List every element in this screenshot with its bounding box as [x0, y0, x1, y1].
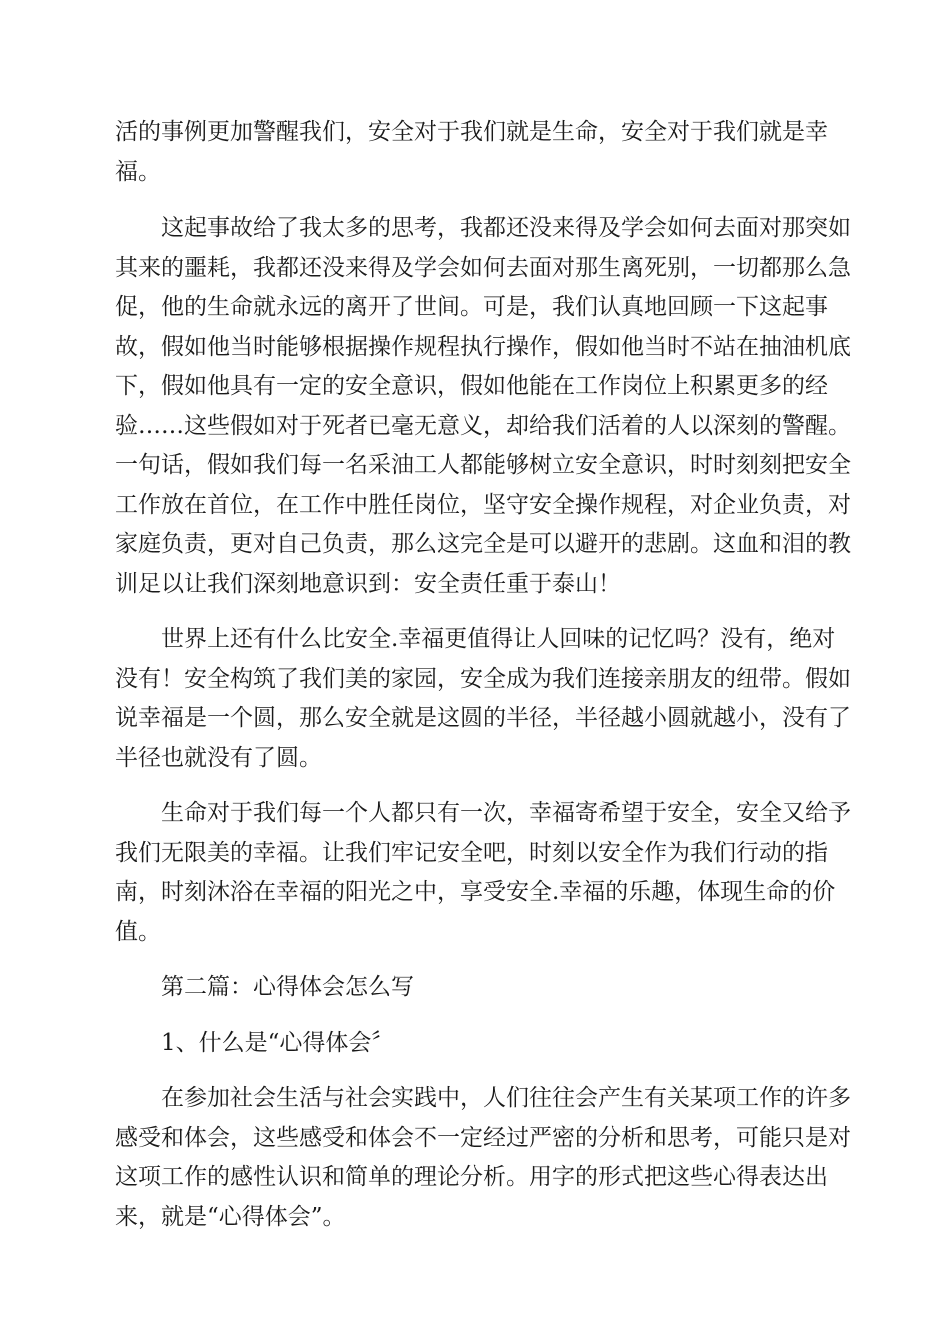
document-body — [115, 113, 851, 1237]
text-line: 训足以让我们深刻地意识到：安全责任重于泰山！ — [115, 570, 621, 597]
text-line: 值。 — [115, 918, 161, 945]
text-line: 促，他的生命就永远的离开了世间。可是，我们认真地回顾一下这起事 — [115, 294, 828, 320]
text-line: 没有！安全构筑了我们美的家园，安全成为我们连接亲朋友的纽带。假如 — [115, 665, 851, 692]
paragraph-accident-reflection — [115, 209, 851, 604]
text-line: 说幸福是一个圆，那么安全就是这圆的半径，半径越小圆就越小，没有了 — [115, 705, 851, 731]
paragraph-life-value — [115, 794, 851, 952]
text-line: 其来的噩耗，我都还没来得及学会如何去面对那生离死别，一切都那么急 — [115, 254, 851, 281]
text-line: 我们无限美的幸福。让我们牢记安全吧，时刻以安全作为我们行动的指 — [115, 839, 828, 866]
paragraph-safety-happiness — [115, 620, 851, 778]
text-line: 工作放在首位，在工作中胜任岗位，坚守安全操作规程，对企业负责，对 — [115, 491, 851, 518]
subheading-what-is — [115, 1024, 835, 1064]
text-line: 南，时刻沐浴在幸福的阳光之中，享受安全.幸福的乐趣，体现生命的价 — [115, 879, 836, 905]
text-line: 半径也就没有了圆。 — [115, 744, 322, 771]
text-line: 在参加社会生活与社会实践中，人们往往会产生有关某项工作的许多 — [115, 1085, 851, 1111]
text-line: 故，假如他当时能够根据操作规程执行操作，假如他当时不站在抽油机底 — [115, 333, 851, 360]
text-line: 感受和体会，这些感受和体会不一定经过严密的分析和思考，可能只是对 — [115, 1124, 851, 1151]
text-line: 一句话，假如我们每一名采油工人都能够树立安全意识，时时刻刻把安全 — [115, 452, 851, 478]
text-line: 第二篇：心得体会怎么写 — [115, 974, 414, 1000]
paragraph-definition — [115, 1079, 851, 1237]
text-line: 下，假如他具有一定的安全意识，假如他能在工作岗位上积累更多的经 — [115, 373, 828, 399]
text-line: 这项工作的感性认识和简单的理论分析。用字的形式把这些心得表达出 — [115, 1164, 828, 1190]
text-line: 来，就是“心得体会”。 — [115, 1203, 346, 1230]
text-line: 福。 — [115, 158, 161, 185]
text-line: 世界上还有什么比安全.幸福更值得让人回味的记忆吗？没有，绝对 — [115, 626, 836, 652]
paragraph-safety-conclusion — [115, 113, 835, 192]
text-line: 生命对于我们每一个人都只有一次，幸福寄希望于安全，安全又给予 — [115, 800, 851, 826]
text-line: 1、什么是“心得体会〞 — [115, 1029, 395, 1056]
text-line: 验……这些假如对于死者已毫无意义，却给我们活着的人以深刻的警醒。 — [115, 412, 851, 439]
text-line: 这起事故给了我太多的思考，我都还没来得及学会如何去面对那突如 — [115, 215, 851, 241]
section-heading-part-two — [115, 968, 835, 1008]
text-line: 活的事例更加警醒我们，安全对于我们就是生命，安全对于我们就是幸 — [115, 119, 828, 145]
text-line: 家庭负责，更对自己负责，那么这完全是可以避开的悲剧。这血和泪的教 — [115, 531, 851, 557]
